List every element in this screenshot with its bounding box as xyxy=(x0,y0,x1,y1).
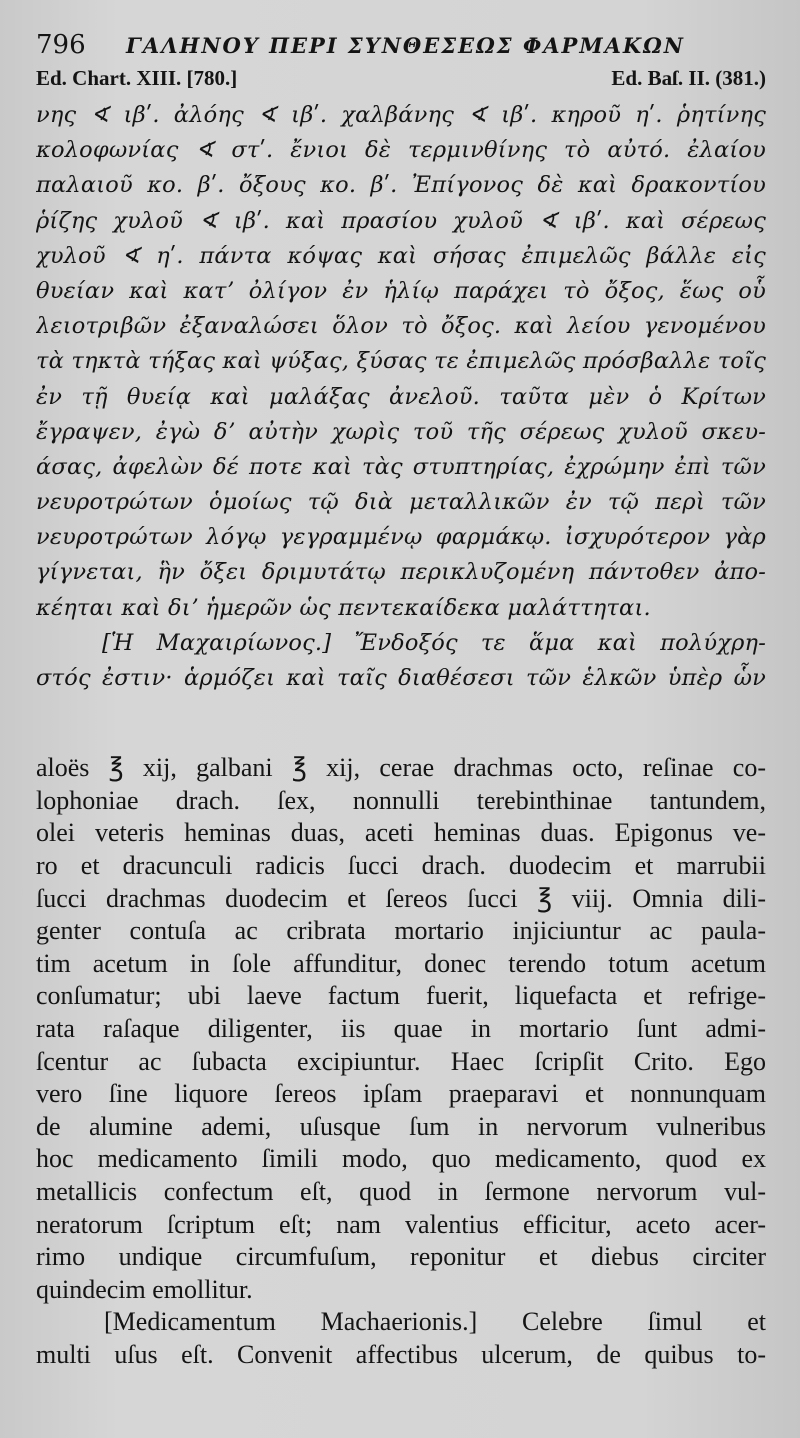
latin-line: tim acetum in ſole affunditur, donec terendo totum acetum xyxy=(36,948,766,978)
latin-line: rata raſaque diligenter, iis quae in mortario ſunt admi- xyxy=(36,1013,766,1043)
greek-line: νης ∢ ιβʹ. ἀλόης ∢ ιβʹ. χαλβάνης ∢ ιβʹ. κηροῦ ηʹ. ῥητίνης xyxy=(36,102,766,128)
page-number: 796 xyxy=(36,30,86,60)
latin-line: ſcentur ac ſubacta excipiuntur. Haec ſcripſit Crito. Ego xyxy=(36,1046,766,1076)
edition-left: Ed. Chart. XIII. [780.] xyxy=(36,66,238,90)
greek-line: νευροτρώτων ὁμοίως τῷ διὰ μεταλλικῶν ἐν τῷ περὶ τῶν xyxy=(36,489,766,516)
latin-line: aloës ℥ xij, galbani ℥ xij, cerae drachmas octo, reſinae co- xyxy=(36,753,766,783)
latin-line: quindecim emollitur. xyxy=(36,1274,253,1304)
greek-line: νευροτρώτων λόγῳ γεγραμμένῳ φαρμάκῳ. ἰσχυρότερον γὰρ xyxy=(36,524,766,551)
greek-line-section-heading: [Ἡ Μαχαιρίωνος.] Ἔνδοξός τε ἅμα καὶ πολύχρη- xyxy=(102,629,766,656)
greek-line: κολοφωνίας ∢ στʹ. ἔνιοι δὲ τερμινθίνης τὸ αὐτό. ἐλαίου xyxy=(36,137,766,164)
latin-line: hoc medicamento ſimili modo, quo medicamento, quod ex xyxy=(36,1144,766,1174)
greek-line: τὰ τηκτὰ τήξας καὶ ψύξας, ξύσας τε ἐπιμελῶς πρόσβαλλε τοῖς xyxy=(36,348,766,375)
latin-line: lophoniae drach. ſex, nonnulli terebinthinae tantundem, xyxy=(36,785,766,815)
greek-line: παλαιοῦ κο. βʹ. ὄξους κο. βʹ. Ἐπίγονος δὲ καὶ δρακοντίου xyxy=(36,172,766,199)
greek-line: ἔγραψεν, ἐγὼ δʼ αὐτὴν χωρὶς τοῦ τῆς σέρεως χυλοῦ σκευ- xyxy=(36,418,766,445)
greek-text xyxy=(36,98,766,696)
latin-line: neratorum ſcriptum eſt; nam valentius efficitur, aceto acer- xyxy=(36,1209,766,1239)
greek-line: στός ἐστιν· ἁρμόζει καὶ ταῖς διαθέσεσι τῶν ἑλκῶν ὑπὲρ ὧν xyxy=(36,665,766,691)
running-title: ΓΑΛΗΝΟΥ ΠΕΡΙ ΣΥΝΘΕΣΕΩΣ ΦΑΡΜΑΚΩΝ xyxy=(126,33,685,58)
greek-line: χυλοῦ ∢ ηʹ. πάντα κόψας καὶ σήσας ἐπιμελῶς βάλλε εἰς xyxy=(36,242,766,269)
greek-line: ἐν τῇ θυείᾳ καὶ μαλάξας ἀνελοῦ. ταῦτα μὲν ὁ Κρίτων xyxy=(36,383,766,410)
greek-line: γίγνεται, ἣν ὄξει δριμυτάτῳ περικλυζομένη πάντοθεν ἀπο- xyxy=(36,559,766,586)
latin-text xyxy=(36,752,766,1371)
latin-line-section-heading: [Medicamentum Machaerionis.] Celebre ſimul et xyxy=(104,1307,766,1337)
latin-line: genter contuſa ac cribrata mortario injiciuntur ac paula- xyxy=(36,916,766,946)
latin-line: ſucci drachmas duodecim et ſereos ſucci ℥ viij. Omnia dili- xyxy=(36,883,766,913)
greek-line: λειοτριβῶν ἐξαναλώσει ὅλον τὸ ὄξος. καὶ λείου γενομένου xyxy=(36,313,766,340)
edition-right: Ed. Baſ. II. (381.) xyxy=(611,66,766,90)
greek-line: ῥίζης χυλοῦ ∢ ιβʹ. καὶ πρασίου χυλοῦ ∢ ιβʹ. καὶ σέρεως xyxy=(36,207,766,234)
latin-line: ro et dracunculi radicis ſucci drach. duodecim et marrubii xyxy=(36,850,766,880)
edition-line xyxy=(36,66,766,96)
latin-line: metallicis confectum eſt, quod in ſermone nervorum vul- xyxy=(36,1176,766,1206)
greek-line: θυείαν καὶ κατʼ ὀλίγον ἐν ἡλίῳ παράχει τὸ ὄξος, ἕως οὗ xyxy=(36,277,766,304)
latin-line: conſumatur; ubi laeve factum fuerit, liquefacta et refrige- xyxy=(36,981,766,1011)
greek-line: κέηται καὶ διʼ ἡμερῶν ὡς πεντεκαίδεκα μαλάττηται. xyxy=(36,594,651,621)
greek-line: άσας, ἀφελὼν δέ ποτε καὶ τὰς στυπτηρίας, ἐχρώμην ἐπὶ τῶν xyxy=(36,453,766,480)
latin-line: multi uſus eſt. Convenit affectibus ulcerum, de quibus to- xyxy=(36,1339,766,1369)
latin-line: rimo undique circumfuſum, reponitur et diebus circiter xyxy=(36,1242,766,1272)
latin-line: vero ſine liquore ſereos ipſam praeparavi et nonnunquam xyxy=(36,1079,766,1109)
latin-line: olei veteris heminas duas, aceti heminas duas. Epigonus ve- xyxy=(36,818,766,848)
latin-line: de alumine ademi, uſusque ſum in nervorum vulneribus xyxy=(36,1111,766,1141)
